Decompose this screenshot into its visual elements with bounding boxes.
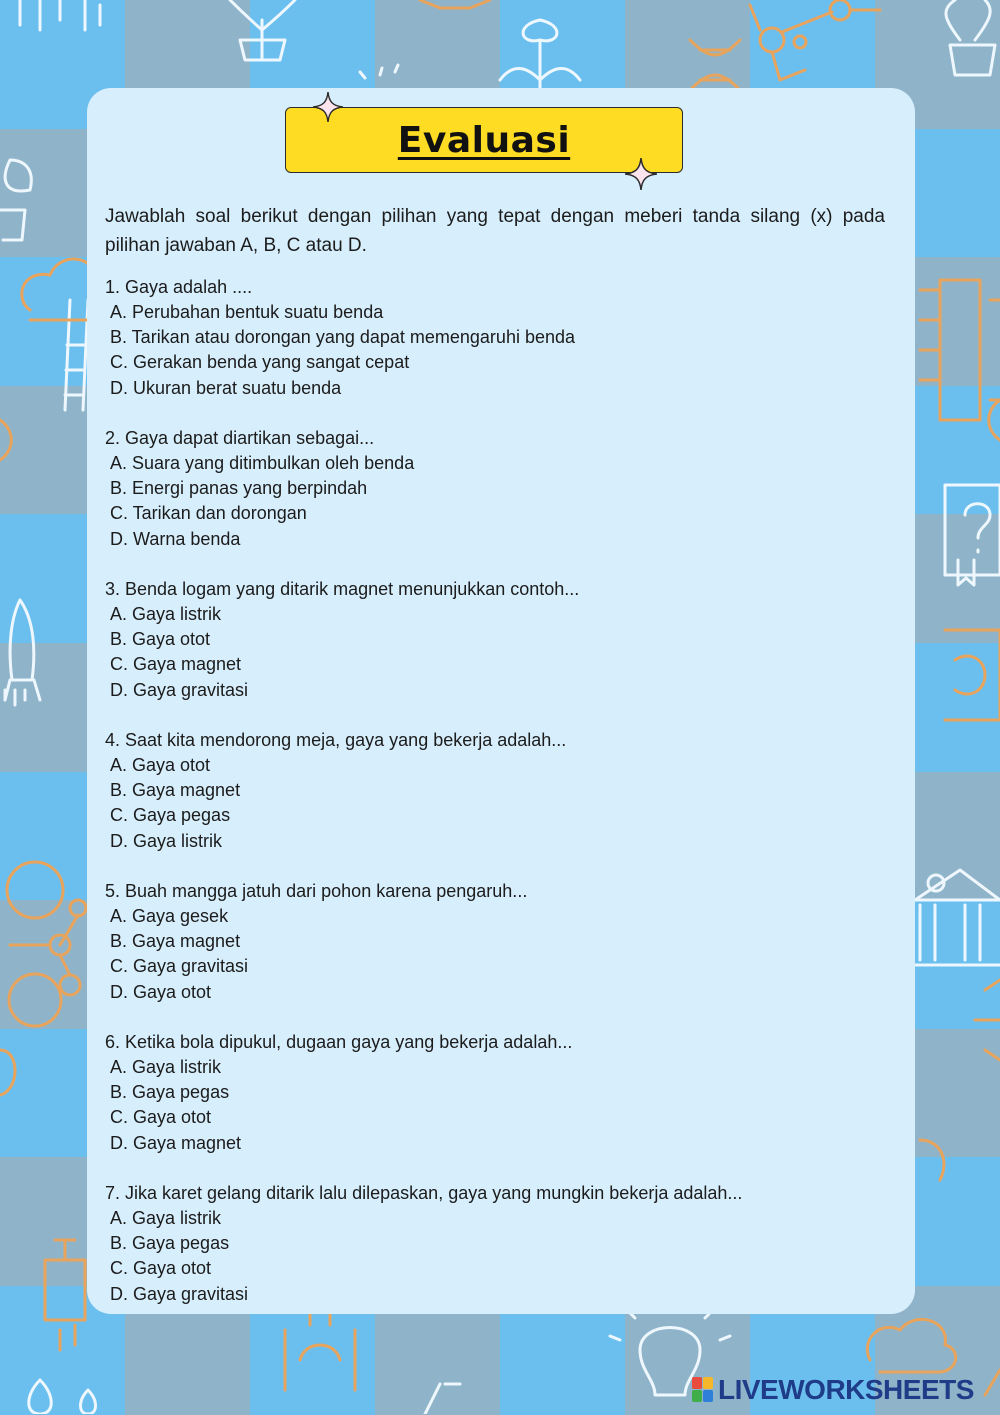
answer-option[interactable]: D. Gaya otot (110, 981, 212, 1002)
answer-option[interactable]: C. Gaya gravitasi (110, 956, 249, 977)
answer-option[interactable]: A. Gaya listrik (110, 604, 222, 624)
sparkle-icon (313, 92, 343, 122)
question-block (105, 275, 885, 401)
question-block (105, 1030, 885, 1156)
brand-name: LIVEWORKSHEETS (718, 1374, 974, 1405)
question-block (105, 426, 885, 552)
liveworksheets-badge-icon (692, 1377, 714, 1403)
answer-option[interactable]: C. Gaya magnet (110, 654, 242, 675)
question-block (105, 1181, 885, 1307)
answer-option[interactable]: A. Gaya listrik (110, 1208, 222, 1228)
answer-option[interactable]: D. Gaya listrik (110, 830, 223, 851)
answer-option[interactable]: D. Gaya gravitasi (110, 1283, 249, 1304)
sparkle-icon (625, 158, 657, 190)
answer-option[interactable]: A. Perubahan bentuk suatu benda (110, 302, 384, 322)
liveworksheets-logo[interactable] (692, 1374, 974, 1406)
answer-option[interactable]: B. Gaya pegas (110, 1082, 230, 1103)
question-block (105, 879, 885, 1005)
answer-option[interactable]: A. Gaya gesek (110, 906, 229, 926)
question-stem: 1. Gaya adalah .... (105, 277, 253, 297)
answer-option[interactable]: B. Energi panas yang berpindah (110, 478, 368, 499)
answer-option[interactable]: C. Gaya pegas (110, 805, 231, 826)
answer-option[interactable]: B. Gaya pegas (110, 1233, 230, 1254)
answer-option[interactable]: C. Tarikan dan dorongan (110, 503, 307, 524)
answer-option[interactable]: A. Gaya otot (110, 755, 211, 775)
question-stem: 3. Benda logam yang ditarik magnet menunjukkan contoh... (105, 579, 580, 599)
answer-option[interactable]: D. Gaya magnet (110, 1132, 242, 1153)
answer-option[interactable]: B. Tarikan atau dorongan yang dapat memengaruhi benda (110, 327, 576, 348)
page-title: Evaluasi (397, 119, 571, 161)
answer-option[interactable]: B. Gaya magnet (110, 780, 241, 801)
answer-option[interactable]: A. Gaya listrik (110, 1057, 222, 1077)
title-banner (285, 107, 683, 173)
answer-option[interactable]: D. Gaya gravitasi (110, 679, 249, 700)
answer-option[interactable]: D. Ukuran berat suatu benda (110, 377, 342, 398)
answer-option[interactable]: B. Gaya magnet (110, 931, 241, 952)
question-stem: 4. Saat kita mendorong meja, gaya yang bekerja adalah... (105, 730, 567, 750)
question-stem: 6. Ketika bola dipukul, dugaan gaya yang bekerja adalah... (105, 1032, 573, 1052)
question-stem: 2. Gaya dapat diartikan sebagai... (105, 428, 375, 448)
question-stem: 5. Buah mangga jatuh dari pohon karena pengaruh... (105, 881, 528, 901)
answer-option[interactable]: B. Gaya otot (110, 629, 211, 650)
answer-option[interactable]: D. Warna benda (110, 528, 241, 549)
answer-option[interactable]: A. Suara yang ditimbulkan oleh benda (110, 453, 415, 473)
question-stem: 7. Jika karet gelang ditarik lalu dilepaskan, gaya yang mungkin bekerja adalah... (105, 1183, 743, 1203)
answer-option[interactable]: C. Gerakan benda yang sangat cepat (110, 352, 410, 373)
instruction-text: Jawablah soal berikut dengan pilihan yang tepat dengan meberi tanda silang (x) pada pilihan jawaban A, B, C atau D. (105, 206, 885, 256)
answer-option[interactable]: C. Gaya otot (110, 1107, 212, 1128)
answer-option[interactable]: C. Gaya otot (110, 1258, 212, 1279)
question-block (105, 728, 885, 854)
question-block (105, 577, 885, 703)
